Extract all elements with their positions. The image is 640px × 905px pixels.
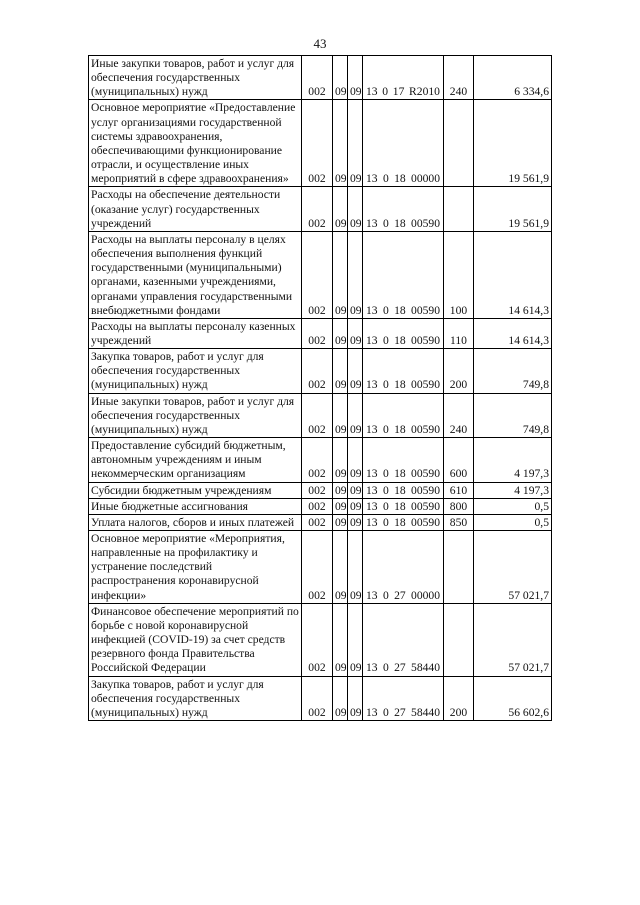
amount: 56 602,6 [474,676,552,720]
admin-code: 002 [302,498,333,514]
subsection-code: 09 [348,231,363,318]
target-article-part: 18 [394,422,406,436]
subsection-code: 09 [348,56,363,100]
target-article-part: 00590 [411,467,440,481]
target-article-part: 0 [382,483,389,497]
row-name: Субсидии бюджетным учреждениям [89,482,302,498]
subsection-code: 09 [348,676,363,720]
row-name: Основное мероприятие «Мероприятия, направленные на профилактику и устранение последствий распространения коронавирусной инфекции» [89,531,302,604]
target-article-part: 13 [366,333,378,347]
admin-code: 002 [302,187,333,231]
target-article-part: 0 [382,172,389,186]
target-article-part: 00000 [411,172,440,186]
target-article-code [363,603,444,676]
target-article-part: 13 [366,483,378,497]
target-article-part: 13 [366,661,378,675]
expense-type-code: 240 [444,393,474,437]
expense-type-code: 800 [444,498,474,514]
section-code: 09 [333,531,348,604]
amount: 4 197,3 [474,438,552,482]
table-row [89,514,552,530]
table-row [89,676,552,720]
row-name: Расходы на обеспечение деятельности (оказание услуг) государственных учреждений [89,187,302,231]
subsection-code: 09 [348,349,363,393]
target-article-part: 0 [382,216,389,230]
table-row [89,100,552,187]
subsection-code: 09 [348,482,363,498]
amount: 57 021,7 [474,531,552,604]
amount: 749,8 [474,393,552,437]
target-article-part: 58440 [411,661,440,675]
target-article-part: 00590 [411,303,440,317]
subsection-code: 09 [348,393,363,437]
table-row [89,531,552,604]
table-row [89,438,552,482]
amount: 6 334,6 [474,56,552,100]
section-code: 09 [333,676,348,720]
amount: 14 614,3 [474,231,552,318]
row-name: Предоставление субсидий бюджетным, автономным учреждениям и иным некоммерческим организациям [89,438,302,482]
target-article-part: 27 [394,588,406,602]
target-article-part: 18 [394,467,406,481]
target-article-part: 0 [382,588,389,602]
target-article-code [363,100,444,187]
subsection-code: 09 [348,318,363,348]
target-article-part: 13 [366,172,378,186]
target-article-part: 0 [382,499,389,513]
target-article-part: 27 [394,661,406,675]
target-article-part: 13 [366,588,378,602]
row-name: Расходы на выплаты персоналу казенных учреждений [89,318,302,348]
target-article-part: 13 [366,499,378,513]
target-article-part: 00590 [411,216,440,230]
admin-code: 002 [302,393,333,437]
amount: 19 561,9 [474,187,552,231]
target-article-code [363,514,444,530]
expense-type-code [444,187,474,231]
table-row [89,482,552,498]
target-article-code [363,531,444,604]
section-code: 09 [333,318,348,348]
table-row [89,498,552,514]
admin-code: 002 [302,100,333,187]
target-article-part: 0 [382,303,389,317]
expense-type-code: 100 [444,231,474,318]
row-name: Иные закупки товаров, работ и услуг для обеспечения государственных (муниципальных) нужд [89,56,302,100]
expense-type-code: 200 [444,676,474,720]
row-name: Иные закупки товаров, работ и услуг для обеспечения государственных (муниципальных) нужд [89,393,302,437]
target-article-part: 13 [366,378,378,392]
expense-type-code: 850 [444,514,474,530]
target-article-code [363,231,444,318]
expense-type-code [444,531,474,604]
table-row [89,56,552,100]
amount: 0,5 [474,514,552,530]
target-article-part: 0 [382,333,389,347]
target-article-part: 00000 [411,588,440,602]
expense-type-code [444,603,474,676]
target-article-part: 0 [382,378,389,392]
subsection-code: 09 [348,438,363,482]
target-article-code [363,482,444,498]
table-row [89,318,552,348]
table-row [89,393,552,437]
amount: 4 197,3 [474,482,552,498]
target-article-part: R2010 [409,85,440,99]
subsection-code: 09 [348,531,363,604]
expense-type-code: 600 [444,438,474,482]
row-name: Финансовое обеспечение мероприятий по борьбе с новой коронавирусной инфекцией (COVID-19) за счет средств резервного фонда Правительства Российской Федерации [89,603,302,676]
target-article-part: 58440 [411,705,440,719]
target-article-part: 0 [382,705,389,719]
target-article-code [363,187,444,231]
budget-table [88,55,552,721]
target-article-part: 18 [394,216,406,230]
row-name: Основное мероприятие «Предоставление услуг организациями государственной системы здравоохранения, обеспечивающими функционирование отрасли, и осуществление иных мероприятий в сфере здравоохранения» [89,100,302,187]
section-code: 09 [333,100,348,187]
subsection-code: 09 [348,603,363,676]
target-article-code [363,498,444,514]
section-code: 09 [333,187,348,231]
target-article-part: 13 [366,216,378,230]
amount: 749,8 [474,349,552,393]
target-article-part: 18 [394,515,406,529]
section-code: 09 [333,603,348,676]
page-number: 43 [313,36,327,51]
target-article-part: 0 [382,85,389,99]
target-article-part: 13 [366,515,378,529]
target-article-part: 13 [366,422,378,436]
target-article-part: 0 [382,422,389,436]
target-article-part: 00590 [411,515,440,529]
row-name: Закупка товаров, работ и услуг для обеспечения государственных (муниципальных) нужд [89,676,302,720]
amount: 19 561,9 [474,100,552,187]
section-code: 09 [333,393,348,437]
target-article-part: 18 [394,378,406,392]
subsection-code: 09 [348,187,363,231]
section-code: 09 [333,438,348,482]
target-article-code [363,318,444,348]
target-article-part: 00590 [411,499,440,513]
subsection-code: 09 [348,498,363,514]
admin-code: 002 [302,514,333,530]
admin-code: 002 [302,531,333,604]
section-code: 09 [333,231,348,318]
admin-code: 002 [302,438,333,482]
table-row [89,603,552,676]
expense-type-code: 200 [444,349,474,393]
admin-code: 002 [302,603,333,676]
table-row [89,187,552,231]
table-row [89,231,552,318]
section-code: 09 [333,498,348,514]
row-name: Расходы на выплаты персоналу в целях обеспечения выполнения функций государственными (муниципальными) органами, казенными учреждениями, органами управления государственными внебюджетными фондами [89,231,302,318]
target-article-part: 00590 [411,333,440,347]
target-article-part: 00590 [411,483,440,497]
admin-code: 002 [302,349,333,393]
admin-code: 002 [302,482,333,498]
target-article-part: 13 [366,85,378,99]
amount: 14 614,3 [474,318,552,348]
target-article-part: 0 [382,515,389,529]
target-article-part: 0 [382,467,389,481]
target-article-code [363,438,444,482]
section-code: 09 [333,349,348,393]
target-article-part: 0 [382,661,389,675]
section-code: 09 [333,482,348,498]
section-code: 09 [333,56,348,100]
expense-type-code: 610 [444,482,474,498]
table-row [89,349,552,393]
expense-type-code [444,100,474,187]
admin-code: 002 [302,676,333,720]
target-article-part: 13 [366,705,378,719]
target-article-part: 18 [394,303,406,317]
target-article-part: 18 [394,483,406,497]
target-article-part: 18 [394,172,406,186]
target-article-code [363,676,444,720]
target-article-part: 13 [366,467,378,481]
row-name: Уплата налогов, сборов и иных платежей [89,514,302,530]
target-article-part: 13 [366,303,378,317]
target-article-code [363,56,444,100]
target-article-part: 17 [392,85,405,99]
admin-code: 002 [302,318,333,348]
amount: 57 021,7 [474,603,552,676]
admin-code: 002 [302,56,333,100]
row-name: Закупка товаров, работ и услуг для обеспечения государственных (муниципальных) нужд [89,349,302,393]
target-article-part: 18 [394,499,406,513]
target-article-part: 18 [394,333,406,347]
expense-type-code: 110 [444,318,474,348]
subsection-code: 09 [348,100,363,187]
target-article-code [363,393,444,437]
target-article-part: 27 [394,705,406,719]
amount: 0,5 [474,498,552,514]
target-article-part: 00590 [411,422,440,436]
admin-code: 002 [302,231,333,318]
row-name: Иные бюджетные ассигнования [89,498,302,514]
section-code: 09 [333,514,348,530]
target-article-part: 00590 [411,378,440,392]
subsection-code: 09 [348,514,363,530]
expense-type-code: 240 [444,56,474,100]
target-article-code [363,349,444,393]
